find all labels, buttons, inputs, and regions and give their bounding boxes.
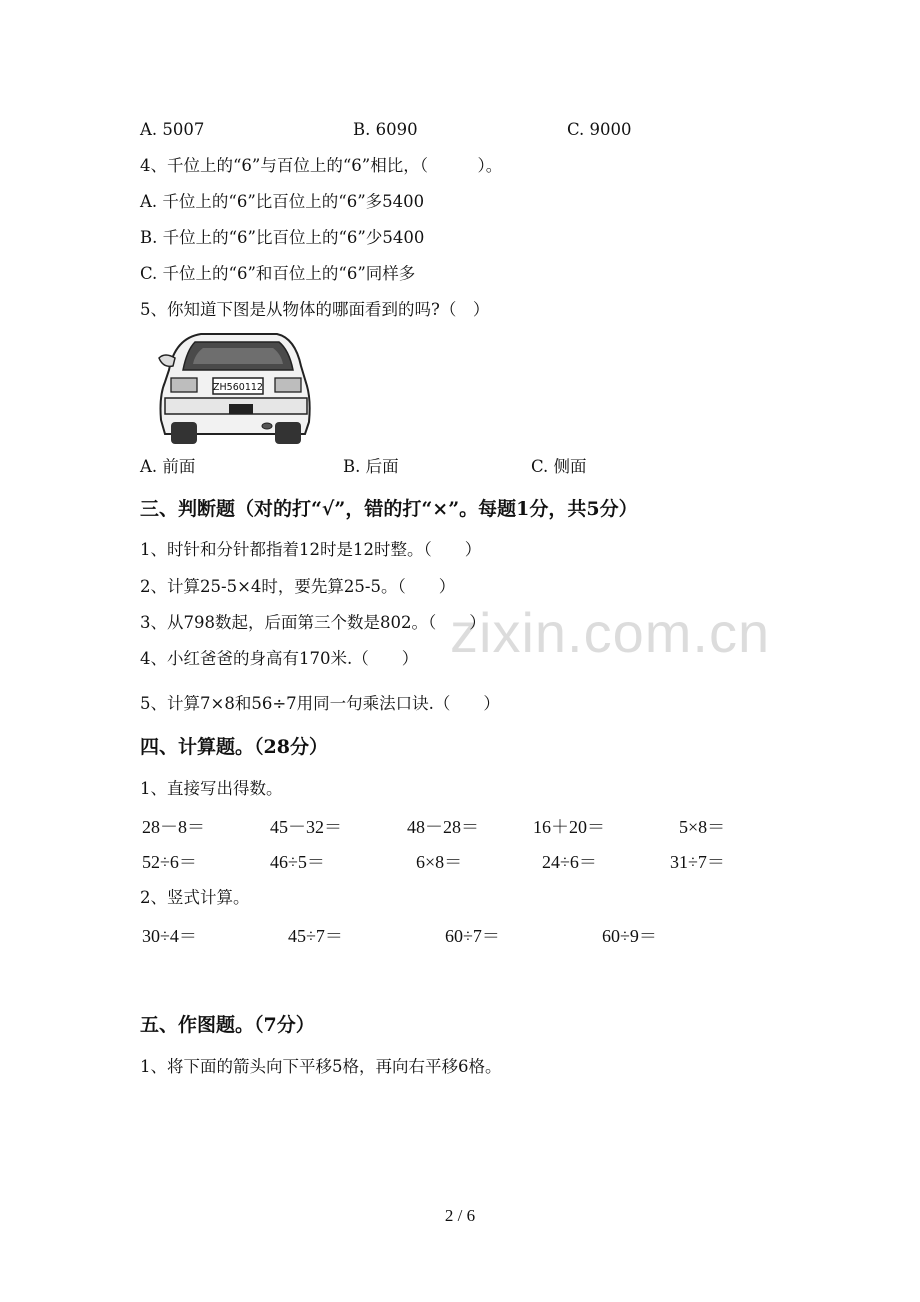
equation: 24÷6＝ <box>542 852 597 872</box>
equation: 31÷7＝ <box>670 852 725 872</box>
section-4-sub-1: 1、直接写出得数。 <box>140 779 283 798</box>
section-4-sub-2: 2、竖式计算。 <box>140 888 250 907</box>
q4-option-c: C. 千位上的“6”和百位上的“6”同样多 <box>140 264 416 283</box>
license-plate-text: ZH560112 <box>213 382 263 393</box>
q5-stem: 5、你知道下图是从物体的哪面看到的吗?（ ） <box>140 300 490 319</box>
equation: 46÷5＝ <box>270 852 325 872</box>
section-3-item-2: 2、计算25-5×4时，要先算25-5。（ ） <box>140 577 456 596</box>
equation: 16＋20＝ <box>533 817 605 837</box>
q5-option-b: B. 后面 <box>343 457 399 476</box>
section-5-title: 五、作图题。（7分） <box>140 1014 315 1036</box>
section-3-item-3: 3、从798数起，后面第三个数是802。（ ） <box>140 613 486 632</box>
q5-option-a: A. 前面 <box>140 457 196 476</box>
section-4-title: 四、计算题。（28分） <box>140 736 328 758</box>
section-5-sub-1: 1、将下面的箭头向下平移5格，再向右平移6格。 <box>140 1057 502 1076</box>
equation: 60÷9＝ <box>602 926 657 946</box>
q3-option-b: B. 6090 <box>353 120 418 139</box>
watermark: zixin.com.cn <box>450 601 771 664</box>
q3-option-a: A. 5007 <box>140 120 205 139</box>
equation: 45÷7＝ <box>288 926 343 946</box>
equation: 28－8＝ <box>142 817 205 837</box>
q4-option-a: A. 千位上的“6”比百位上的“6”多5400 <box>140 192 425 211</box>
equation: 60÷7＝ <box>445 926 500 946</box>
section-3-item-1: 1、时针和分针都指着12时是12时整。（ ） <box>140 540 482 559</box>
q5-option-c: C. 侧面 <box>531 457 587 476</box>
q4-option-b: B. 千位上的“6”比百位上的“6”少5400 <box>140 228 425 247</box>
car-rear-view-image <box>155 330 315 448</box>
equation: 30÷4＝ <box>142 926 197 946</box>
equation: 48－28＝ <box>407 817 479 837</box>
section-3-item-4: 4、小红爸爸的身高有170米.（ ） <box>140 649 419 668</box>
section-3-title: 三、判断题（对的打“√”，错的打“×”。每题1分，共5分） <box>140 498 638 520</box>
equation: 45－32＝ <box>270 817 342 837</box>
q4-stem: 4、千位上的“6”与百位上的“6”相比，（ ）。 <box>140 156 503 175</box>
section-3-item-5: 5、计算7×8和56÷7用同一句乘法口诀.（ ） <box>140 694 500 713</box>
equation: 5×8＝ <box>679 817 726 837</box>
equation: 52÷6＝ <box>142 852 197 872</box>
q3-option-c: C. 9000 <box>567 120 632 139</box>
page-number: 2 / 6 <box>444 1206 476 1225</box>
equation: 6×8＝ <box>416 852 463 872</box>
